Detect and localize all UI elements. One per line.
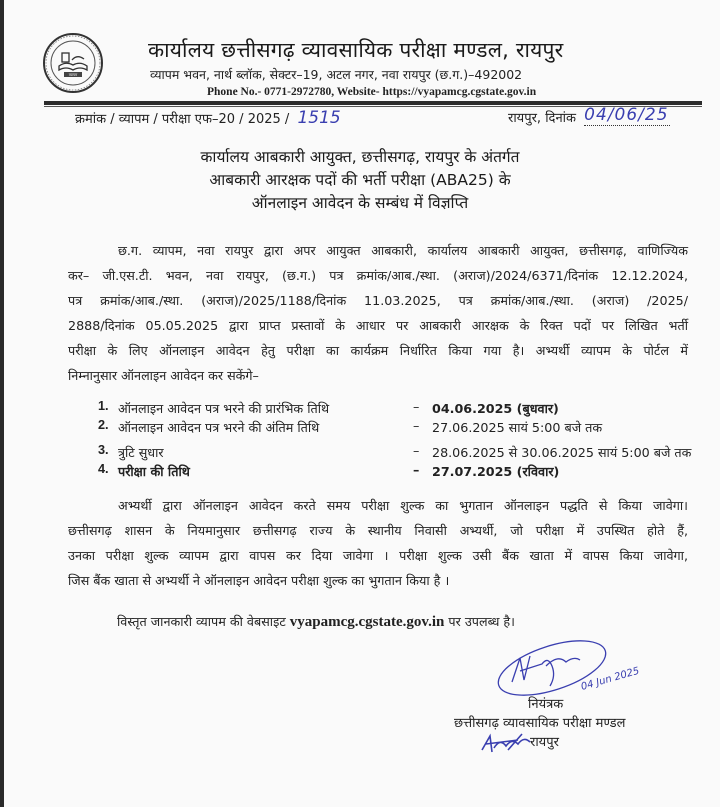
schedule-number: 3. [98, 443, 109, 457]
paragraph-line: उनका परीक्षा शुल्क व्यापम द्वारा वापस कर दिया जावेगा । परीक्षा शुल्क उसी बैंक खाता में वापस किया जावेगा, [68, 548, 688, 563]
paragraph-line: निम्नानुसार ऑनलाइन आवेदन कर सकेंगे– [68, 368, 259, 383]
paragraph-line: पत्र क्रमांक/आब./स्था. (अराज)/2025/1188/दिनांक 11.03.2025, पत्र क्रमांक/आब./स्था. (अराज) /2025/ [68, 293, 688, 308]
schedule-label: त्रुटि सुधार [118, 445, 164, 460]
schedule-label: परीक्षा की तिथि [118, 464, 190, 479]
paragraph-line: अभ्यर्थी द्वारा ऑनलाइन आवेदन करते समय परीक्षा शुल्क का भुगतान ऑनलाइन पद्धति से किया जावेगा। [118, 498, 688, 513]
organization-contact[interactable]: Phone No.- 0771-2972780, Website- https://vyapamcg.cgstate.gov.in [207, 86, 537, 98]
reference-number [75, 108, 341, 128]
subject-line: ऑनलाइन आवेदन के सम्बंध में विज्ञप्ति [251, 194, 469, 212]
website-text-after: पर उपलब्ध है। [448, 614, 515, 629]
organization-name: कार्यालय छत्तीसगढ़ व्यावसायिक परीक्षा मण्डल, रायपुर [148, 38, 564, 62]
schedule-number: 4. [98, 462, 109, 476]
paragraph-line: छत्तीसगढ़ शासन के नियमानुसार छत्तीसगढ़ राज्य के स्थानीय निवासी अभ्यर्थी, जो परीक्षा में उपस्थित होते हैं, [68, 523, 688, 538]
initials-mark [478, 730, 536, 756]
signature-date: 04 Jun 2025 [579, 665, 641, 693]
signatory-city: रायपुर [530, 735, 559, 750]
signatory-title: नियंत्रक [528, 697, 564, 712]
signature [490, 636, 650, 706]
emblem-book-icon [42, 32, 104, 94]
notice-subject [0, 146, 720, 215]
intro-paragraph [68, 238, 688, 388]
paragraph-line: छ.ग. व्यापम, नवा रायपुर द्वारा अपर आयुक्त आबकारी, कार्यालय आबकारी आयुक्त, छत्तीसगढ़, वाणिज्यिक [118, 243, 688, 258]
date-handwritten: 04/06/25 [584, 105, 669, 125]
schedule-value: 27.07.2025 (रविवार) [432, 464, 560, 479]
reference-number-handwritten: 1515 [297, 108, 341, 128]
schedule-value: 27.06.2025 सायं 5:00 बजे तक [432, 420, 603, 435]
schedule-dash: – [413, 399, 420, 414]
paragraph-line: 2888/दिनांक 05.05.2025 द्वारा प्राप्त प्रस्तावों के आधार पर आबकारी आरक्षक के रिक्त पदों पर लिखित भर्ती [68, 318, 688, 333]
signatory-organization: छत्तीसगढ़ व्यावसायिक परीक्षा मण्डल [454, 716, 626, 731]
paragraph-line: परीक्षा के लिए ऑनलाइन आवेदन हेतु परीक्षा का कार्यक्रम निर्धारित किया गया है। अभ्यर्थी व्यापम के पोर्टल में [68, 343, 688, 358]
schedule-dash: – [413, 443, 420, 458]
website-link[interactable]: vyapamcg.cgstate.gov.in [289, 614, 445, 630]
paragraph-line: कर– जी.एस.टी. भवन, नवा रायपुर, (छ.ग.) पत्र क्रमांक/आब./स्था. (अराज)/2024/6371/दिनांक 12.12.2024, [68, 268, 688, 283]
schedule-number: 1. [98, 399, 109, 413]
schedule-value: 28.06.2025 से 30.06.2025 सायं 5:00 बजे तक [432, 445, 692, 460]
issue-date [508, 105, 670, 126]
schedule-label: ऑनलाइन आवेदन पत्र भरने की प्रारंभिक तिथि [118, 401, 330, 416]
logo-text: व्यापम [68, 73, 78, 78]
schedule-dash: – [413, 462, 420, 477]
subject-line: आबकारी आरक्षक पदों की भर्ती परीक्षा (ABA25) के [209, 171, 511, 189]
reference-prefix: क्रमांक / व्यापम / परीक्षा एफ–20 / 2025 / [75, 112, 290, 127]
schedule-label: ऑनलाइन आवेदन पत्र भरने की अंतिम तिथि [118, 420, 320, 435]
organization-address: व्यापम भवन, नार्थ ब्लॉक, सेक्टर–19, अटल नगर, नवा रायपुर (छ.ग.)–492002 [150, 67, 523, 82]
date-label: रायपुर, दिनांक [508, 111, 577, 126]
paragraph-line: जिस बैंक खाता से अभ्यर्थी ने ऑनलाइन आवेदन परीक्षा शुल्क का भुगतान किया है । [68, 573, 450, 588]
website-paragraph [117, 612, 515, 631]
subject-line: कार्यालय आबकारी आयुक्त, छत्तीसगढ़, रायपुर के अंतर्गत [200, 148, 520, 166]
schedule-number: 2. [98, 418, 109, 432]
date-field [584, 105, 670, 126]
schedule-value: 04.06.2025 (बुधवार) [432, 401, 559, 416]
website-text-before: विस्तृत जानकारी व्यापम की वेबसाइट [117, 614, 286, 629]
fee-paragraph [68, 493, 688, 593]
schedule-dash: – [413, 418, 420, 433]
